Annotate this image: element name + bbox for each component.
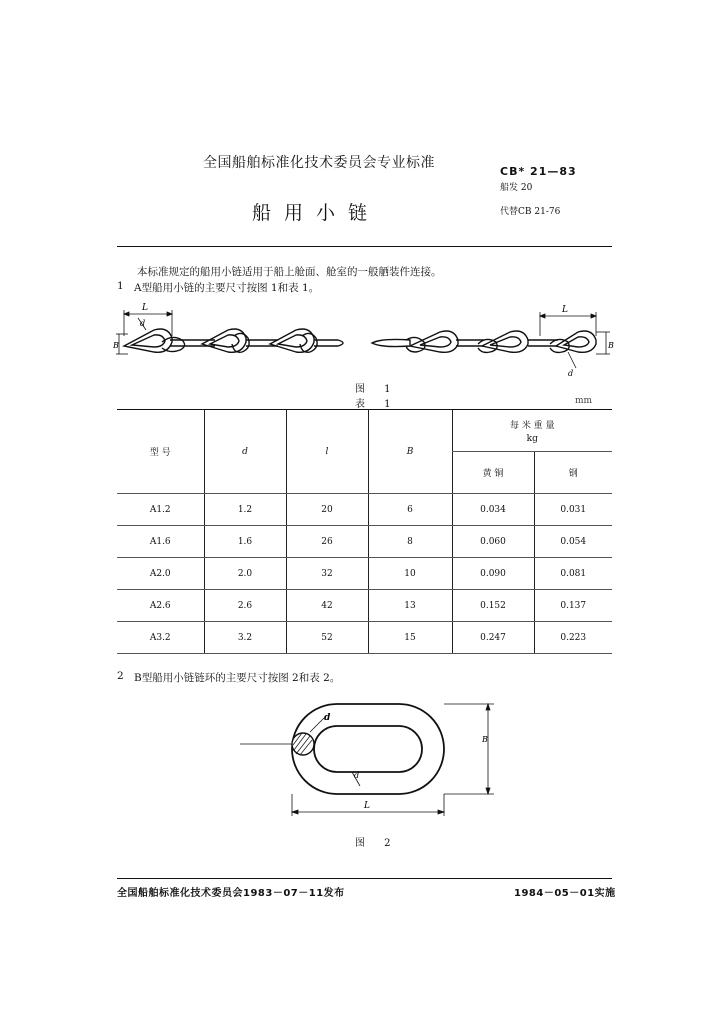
- cell-B: 8: [368, 526, 452, 558]
- table-row: [117, 622, 612, 654]
- cell-l: 26: [286, 526, 368, 558]
- fig2-label-d: d: [324, 713, 331, 723]
- cell-steel: 0.223: [534, 622, 612, 654]
- table-1-caption: 表 1: [355, 399, 399, 410]
- clause-1-number: 1: [117, 280, 124, 292]
- figure-1-caption: 图 1: [355, 384, 399, 395]
- fig1-label-d-right: d: [568, 369, 574, 378]
- table-row: [117, 590, 612, 622]
- cell-B: 6: [368, 494, 452, 526]
- cell-brass: 0.090: [452, 558, 534, 590]
- fig1-label-B: B: [113, 341, 119, 350]
- clause-2-number: 2: [117, 670, 124, 682]
- cell-d: 1.6: [204, 526, 286, 558]
- replaces-standard: 代替CB 21-76: [500, 207, 561, 217]
- header-weight-unit: kg: [526, 433, 538, 444]
- cell-brass: 0.060: [452, 526, 534, 558]
- document-title: 船用小链: [252, 202, 381, 224]
- header-steel: 钢: [534, 452, 612, 494]
- fig1-label-d: d: [140, 319, 146, 328]
- cell-type: A2.0: [117, 558, 204, 590]
- header-weight-label: 每 米 重 量: [509, 420, 555, 431]
- cell-steel: 0.031: [534, 494, 612, 526]
- fig1-label-L-right: L: [562, 305, 568, 315]
- cell-brass: 0.152: [452, 590, 534, 622]
- cell-l: 42: [286, 590, 368, 622]
- cell-l: 32: [286, 558, 368, 590]
- issuing-organization: 全国船舶标准化技术委员会专业标准: [203, 155, 435, 171]
- figure-1-chain-drawing: [110, 296, 615, 378]
- clause-1-text: A型船用小链的主要尺寸按图 1和表 1。: [134, 282, 320, 294]
- classification-number: 船发 20: [500, 183, 533, 193]
- cell-l: 20: [286, 494, 368, 526]
- cell-B: 13: [368, 590, 452, 622]
- table-row: [117, 558, 612, 590]
- standard-code: CB* 21—83: [500, 165, 577, 178]
- cell-steel: 0.054: [534, 526, 612, 558]
- cell-d: 3.2: [204, 622, 286, 654]
- scope-paragraph: 本标准规定的船用小链适用于船上舱面、舱室的一般舾装件连接。: [137, 266, 442, 278]
- fig1-label-B-right: B: [608, 341, 614, 350]
- cell-steel: 0.081: [534, 558, 612, 590]
- cell-type: A2.6: [117, 590, 204, 622]
- cell-type: A1.6: [117, 526, 204, 558]
- fig2-label-d-inner: d: [354, 771, 360, 780]
- figure-2-caption: 图 2: [355, 838, 399, 849]
- header-B: B: [368, 410, 452, 494]
- footer-rule: [117, 878, 612, 879]
- issue-date: 全国船舶标准化技术委员会1983－07－11发布: [117, 888, 345, 899]
- cell-brass: 0.247: [452, 622, 534, 654]
- header-l: l: [286, 410, 368, 494]
- header-rule: [117, 246, 612, 247]
- header-brass: 黄 铜: [452, 452, 534, 494]
- cell-d: 1.2: [204, 494, 286, 526]
- table-row: [117, 526, 612, 558]
- cell-B: 15: [368, 622, 452, 654]
- cell-d: 2.0: [204, 558, 286, 590]
- implementation-date: 1984－05－01实施: [514, 888, 616, 899]
- fig2-label-L: L: [364, 801, 370, 811]
- cell-steel: 0.137: [534, 590, 612, 622]
- header-type: 型 号: [117, 410, 204, 494]
- cell-l: 52: [286, 622, 368, 654]
- figure-2-link-drawing: [236, 690, 506, 830]
- fig2-label-B: B: [482, 735, 488, 744]
- table-1: [117, 409, 612, 654]
- header-weight: [452, 410, 612, 452]
- cell-type: A3.2: [117, 622, 204, 654]
- table-row: [117, 494, 612, 526]
- cell-brass: 0.034: [452, 494, 534, 526]
- cell-d: 2.6: [204, 590, 286, 622]
- header-d: d: [204, 410, 286, 494]
- fig1-label-L: L: [142, 303, 148, 313]
- cell-B: 10: [368, 558, 452, 590]
- cell-type: A1.2: [117, 494, 204, 526]
- clause-2-text: B型船用小链链环的主要尺寸按图 2和表 2。: [134, 672, 341, 684]
- table-1-unit: mm: [575, 396, 593, 406]
